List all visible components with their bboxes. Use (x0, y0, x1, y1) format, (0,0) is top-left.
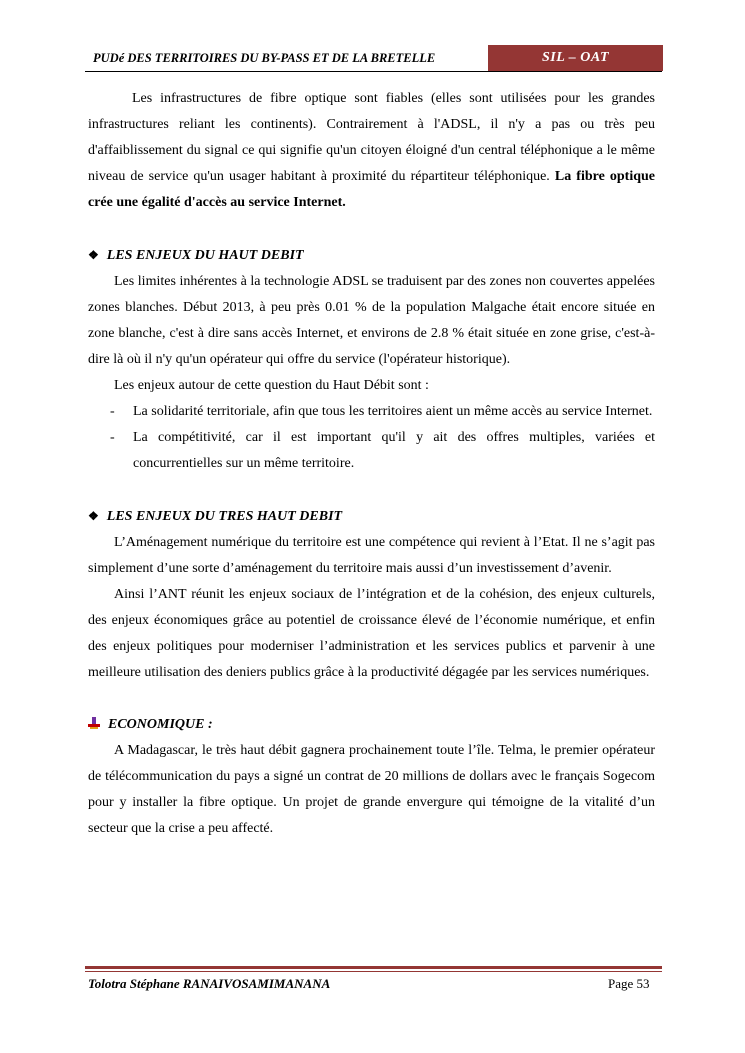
paragraph-enjeux-intro: Les enjeux autour de cette question du Haut Débit sont : (114, 378, 429, 393)
list-item (88, 399, 655, 425)
header-rule (85, 71, 662, 72)
sub-heading-economique (88, 712, 655, 738)
colored-bullet-icon (88, 717, 100, 729)
header-title: PUDé DES TERRITOIRES DU BY-PASS ET DE LA BRETELLE (93, 51, 436, 65)
list-item-text: La solidarité territoriale, afin que tous les territoires aient un même accès au service Internet. (133, 404, 653, 419)
spacer (88, 216, 655, 242)
spacer (88, 477, 655, 503)
paragraph-amenagement: L’Aménagement numérique du territoire est une compétence qui revient à l’Etat. Il ne s’agit pas simplement d’une sorte d’aménagement du territoire mais aussi d’un investissement d’avenir. (88, 535, 655, 576)
section-heading-text: LES ENJEUX DU TRES HAUT DEBIT (106, 509, 343, 524)
list-item (88, 425, 655, 477)
section-heading-tres-haut-debit (88, 503, 655, 530)
diamond-bullet-icon: ❖ (88, 509, 99, 523)
dash-bullet: - (110, 430, 115, 445)
paragraph-ant: Ainsi l’ANT réunit les enjeux sociaux de l’intégration et de la cohésion, des enjeux culturels, des enjeux économiques grâce au potentiel de croissance élevé de l’économie numérique, et enfin des enjeux politiques pour moderniser l’administration et les services publics et parvenir à une meilleure utilisation des deniers publics grâce à la productivité dégagée par les services numériques. (88, 587, 655, 680)
list-item-text: La compétitivité, car il est important qu'il y ait des offres multiples, variées et concurrentielles sur un même territoire. (133, 430, 655, 471)
spacer (88, 686, 655, 712)
section-heading-text: LES ENJEUX DU HAUT DEBIT (106, 248, 304, 263)
page-number: Page 53 (608, 976, 650, 991)
paragraph-zones-blanches: Les limites inhérentes à la technologie ADSL se traduisent par des zones non couvertes appelées zones blanches. Début 2013, à peu près 0.01 % de la population Malgache était encore située en zone blanche, c'est à dire sans accès Internet, et environs de 2.8 % était située en zone grise, c'est-à-dire là où il n'y qu'un opérateur qui offre du service (l'opérateur historique). (88, 274, 655, 367)
paragraph-fibre-text: Les infrastructures de fibre optique sont fiables (elles sont utilisées pour les grandes infrastructures reliant les continents). Contrairement à l'ADSL, il n'y a pas ou très peu d'affaiblissement du signal ce qui signifie qu'un citoyen éloigné d'un central téléphonique a le même niveau de service qu'un usager habitant à proximité du répartiteur téléphonique. (88, 91, 655, 184)
paragraph-madagascar: A Madagascar, le très haut débit gagnera prochainement toute l’île. Telma, le premier opérateur de télécommunication du pays a signé un contrat de 20 millions de dollars avec le français Sogecom pour y installer la fibre optique. Un projet de grande envergure qui témoigne de la vitalité d’un secteur que la crise a peu affecté. (88, 743, 655, 836)
diamond-bullet-icon: ❖ (88, 248, 99, 262)
header-badge: SIL – OAT (488, 45, 663, 71)
enjeux-list (88, 399, 655, 477)
footer-rule-thick (85, 966, 662, 969)
paragraph-fibre-bold: La fibre optique crée une égalité d'accès au service Internet. (88, 169, 655, 210)
dash-bullet: - (110, 404, 115, 419)
page-body (88, 86, 655, 842)
sub-heading-text: ECONOMIQUE : (108, 717, 213, 732)
section-heading-haut-debit (88, 242, 655, 269)
footer-rule-thin (85, 971, 662, 972)
footer-author: Tolotra Stéphane RANAIVOSAMIMANANA (88, 976, 331, 991)
paragraph-fibre (88, 86, 655, 216)
